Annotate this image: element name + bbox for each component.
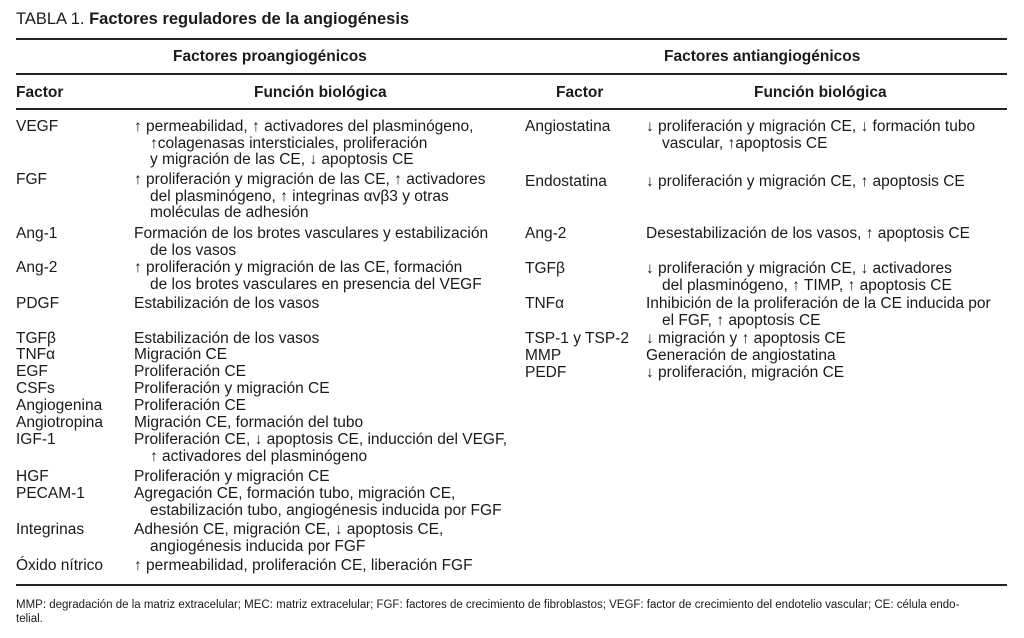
function-line: Adhesión CE, migración CE, ↓ apoptosis CE, <box>134 521 444 538</box>
function-line: ↓ migración y ↑ apoptosis CE <box>646 330 846 347</box>
factor-cell: IGF-1 <box>16 431 56 448</box>
function-line: del plasminógeno, ↑ TIMP, ↑ apoptosis CE <box>662 276 952 294</box>
factor-cell: Integrinas <box>16 521 85 538</box>
function-line: del plasminógeno, ↑ integrinas αvβ3 y otras <box>150 187 449 205</box>
function-line: ↓ proliferación y migración CE, ↓ activadores <box>646 260 952 277</box>
function-line: Formación de los brotes vasculares y estabilización <box>134 225 489 242</box>
col-header-pro-function: Función biológica <box>254 84 387 101</box>
function-line: Migración CE, formación del tubo <box>134 414 364 431</box>
footnote-line: telial. <box>16 613 43 625</box>
group-rule <box>16 73 1007 75</box>
function-line: ↓ proliferación y migración CE, ↓ formación tubo <box>646 118 976 135</box>
function-line: vascular, ↑apoptosis CE <box>662 134 828 152</box>
factor-cell: Óxido nítrico <box>16 557 104 574</box>
factor-cell: Ang-2 <box>525 225 567 242</box>
function-line: ↓ proliferación y migración CE, ↑ apoptosis CE <box>646 173 965 190</box>
function-line: de los vasos <box>150 241 237 259</box>
factor-cell: FGF <box>16 171 47 188</box>
factor-cell: CSFs <box>16 380 55 397</box>
factor-cell: VEGF <box>16 118 59 135</box>
function-line: angiogénesis inducida por FGF <box>150 537 366 555</box>
function-line: Agregación CE, formación tubo, migración CE, <box>134 485 456 502</box>
col-header-anti-factor: Factor <box>556 84 604 101</box>
factor-cell: TNFα <box>16 346 56 363</box>
function-line: ↑ proliferación y migración de las CE, formación <box>134 259 463 276</box>
function-line: Migración CE <box>134 346 228 363</box>
function-line: Proliferación y migración CE <box>134 468 330 485</box>
col-header-anti-function: Función biológica <box>754 84 887 101</box>
factor-cell: Endostatina <box>525 173 607 190</box>
bottom-rule <box>16 584 1007 586</box>
function-line: Proliferación CE, ↓ apoptosis CE, inducción del VEGF, <box>134 431 508 448</box>
function-line: de los brotes vasculares en presencia del VEGF <box>150 275 482 293</box>
factor-cell: TNFα <box>525 295 565 312</box>
function-line: Inhibición de la proliferación de la CE inducida por <box>646 295 991 312</box>
group-header-anti: Factores antiangiogénicos <box>664 48 861 65</box>
function-line: Proliferación CE <box>134 363 246 380</box>
factor-cell: Ang-1 <box>16 225 58 242</box>
factor-cell: TGFβ <box>16 330 56 347</box>
function-line: ↓ proliferación, migración CE <box>646 364 845 381</box>
function-line: el FGF, ↑ apoptosis CE <box>662 311 821 329</box>
factor-cell: HGF <box>16 468 49 485</box>
factor-cell: Ang-2 <box>16 259 58 276</box>
function-line: Desestabilización de los vasos, ↑ apoptosis CE <box>646 225 970 242</box>
factor-cell: Angiotropina <box>16 414 104 431</box>
factor-cell: EGF <box>16 363 48 380</box>
col-header-pro-factor: Factor <box>16 84 64 101</box>
function-line: Estabilización de los vasos <box>134 330 320 347</box>
function-line: ↑ proliferación y migración de las CE, ↑ activadores <box>134 171 486 188</box>
function-line: ↑ permeabilidad, ↑ activadores del plasminógeno, <box>134 118 474 135</box>
function-line: Generación de angiostatina <box>646 347 836 364</box>
function-line: moléculas de adhesión <box>150 204 309 222</box>
factor-cell: PEDF <box>525 364 567 381</box>
factor-cell: PECAM-1 <box>16 485 85 502</box>
factor-cell: MMP <box>525 347 562 364</box>
factor-cell: TGFβ <box>525 260 565 277</box>
factor-cell: TSP-1 y TSP-2 <box>525 330 629 347</box>
factor-cell: Angiostatina <box>525 118 611 135</box>
function-line: y migración de las CE, ↓ apoptosis CE <box>150 151 414 169</box>
footnote-line: MMP: degradación de la matriz extracelular; MEC: matriz extracelular; FGF: factores de crecimiento de fibroblastos; VEGF: factor de crecimiento del endotelio vascular; CE: célula endo- <box>16 599 960 611</box>
group-header-pro: Factores proangiogénicos <box>173 48 367 65</box>
function-line: Proliferación y migración CE <box>134 380 330 397</box>
table-caption <box>16 10 409 29</box>
table-label: TABLA 1. <box>16 10 85 28</box>
function-line: Estabilización de los vasos <box>134 295 320 312</box>
function-line: ↑ permeabilidad, proliferación CE, liberación FGF <box>134 557 473 574</box>
function-line: ↑ activadores del plasminógeno <box>150 447 368 465</box>
top-rule <box>16 38 1007 40</box>
factor-cell: Angiogenina <box>16 397 103 414</box>
header-rule <box>16 108 1007 110</box>
function-line: Proliferación CE <box>134 397 246 414</box>
table-title: Factores reguladores de la angiogénesis <box>89 10 410 28</box>
factor-cell: PDGF <box>16 295 60 312</box>
function-line: estabilización tubo, angiogénesis inducida por FGF <box>150 501 502 519</box>
function-line: ↑colagenasas intersticiales, proliferación <box>150 134 428 152</box>
